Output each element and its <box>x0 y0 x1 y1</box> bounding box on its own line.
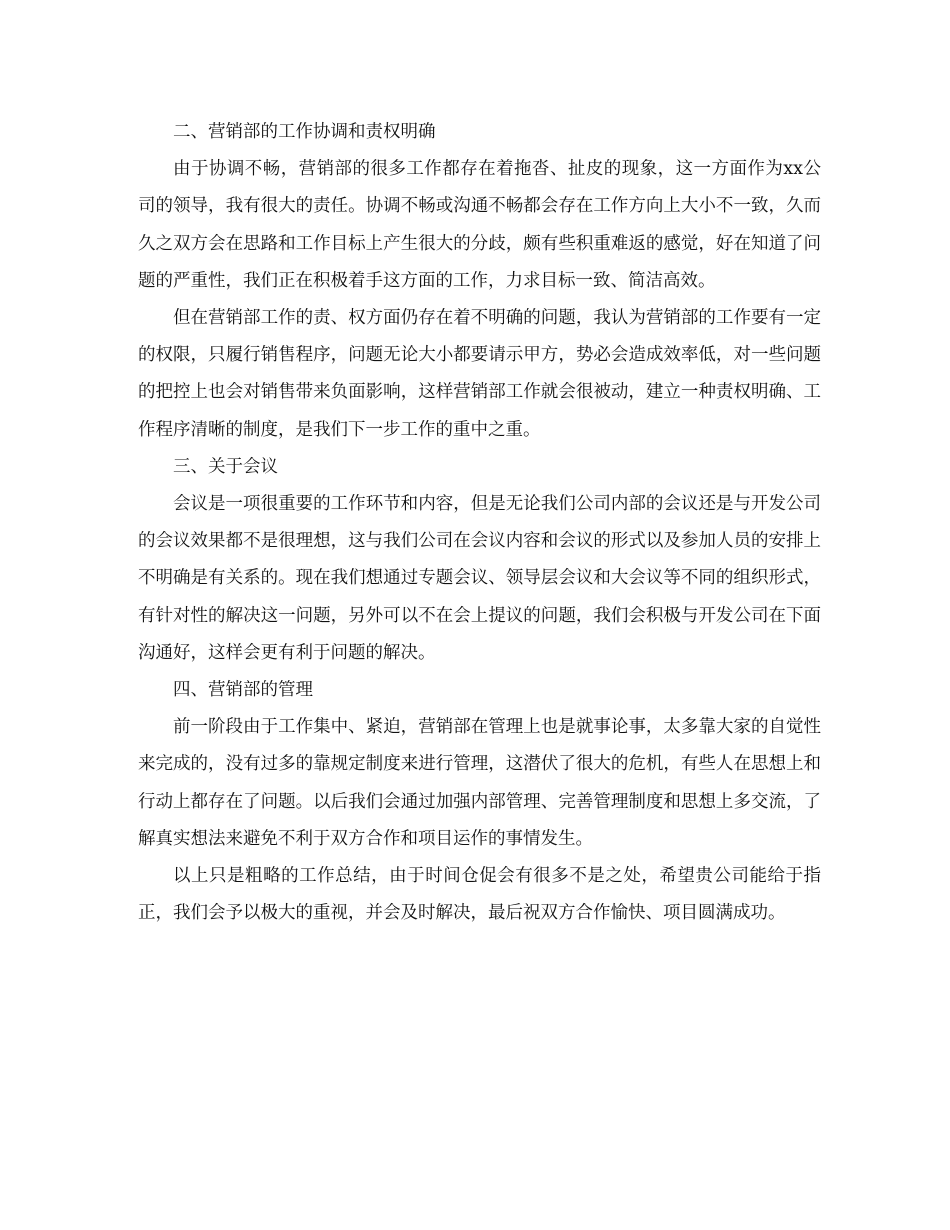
paragraph-management: 前一阶段由于工作集中、紧迫，营销部在管理上也是就事论事，太多靠大家的自觉性来完成的，没有过多的靠规定制度来进行管理，这潜伏了很大的危机，有些人在思想上和行动上都存在了问题。以后我们会通过加强内部管理、完善管理制度和思想上多交流，了解真实想法来避免不利于双方合作和项目运作的事情发生。 <box>138 717 821 849</box>
section-heading-meetings: 三、关于会议 <box>173 456 278 477</box>
section-heading-coordination: 二、营销部的工作协调和责权明确 <box>173 122 436 142</box>
paragraph-meetings: 会议是一项很重要的工作环节和内容，但是无论我们公司内部的会议还是与开发公司的会议效果都不是很理想，这与我们公司在会议内容和会议的形式以及参加人员的安排上不明确是有关系的。现在我们想通过专题会议、领导层会议和大会议等不同的组织形式，有针对性的解决这一问题，另外可以不在会上提议的问题，我们会积极与开发公司在下面沟通好，这样会更有利于问题的解决。 <box>138 494 821 663</box>
paragraph-responsibility: 但在营销部工作的责、权方面仍存在着不明确的问题，我认为营销部的工作要有一定的权限，只履行销售程序，问题无论大小都要请示甲方，势必会造成效率低，对一些问题的把控上也会对销售带来负面影响，这样营销部工作就会很被动，建立一种责权明确、工作程序清晰的制度，是我们下一步工作的重中之重。 <box>138 308 821 440</box>
paragraph-conclusion: 以上只是粗略的工作总结，由于时间仓促会有很多不是之处，希望贵公司能给于指正，我们会予以极大的重视，并会及时解决，最后祝双方合作愉快、项目圆满成功。 <box>138 866 821 924</box>
section-heading-management: 四、营销部的管理 <box>173 680 313 701</box>
document-body <box>138 114 821 932</box>
paragraph-coordination: 由于协调不畅，营销部的很多工作都存在着拖沓、扯皮的现象，这一方面作为xx公司的领导，我有很大的责任。协调不畅或沟通不畅都会存在工作方向上大小不一致，久而久之双方会在思路和工作目标上产生很大的分歧，颇有些积重难返的感觉，好在知道了问题的严重性，我们正在积极着手这方面的工作，力求目标一致、简洁高效。 <box>138 159 821 291</box>
